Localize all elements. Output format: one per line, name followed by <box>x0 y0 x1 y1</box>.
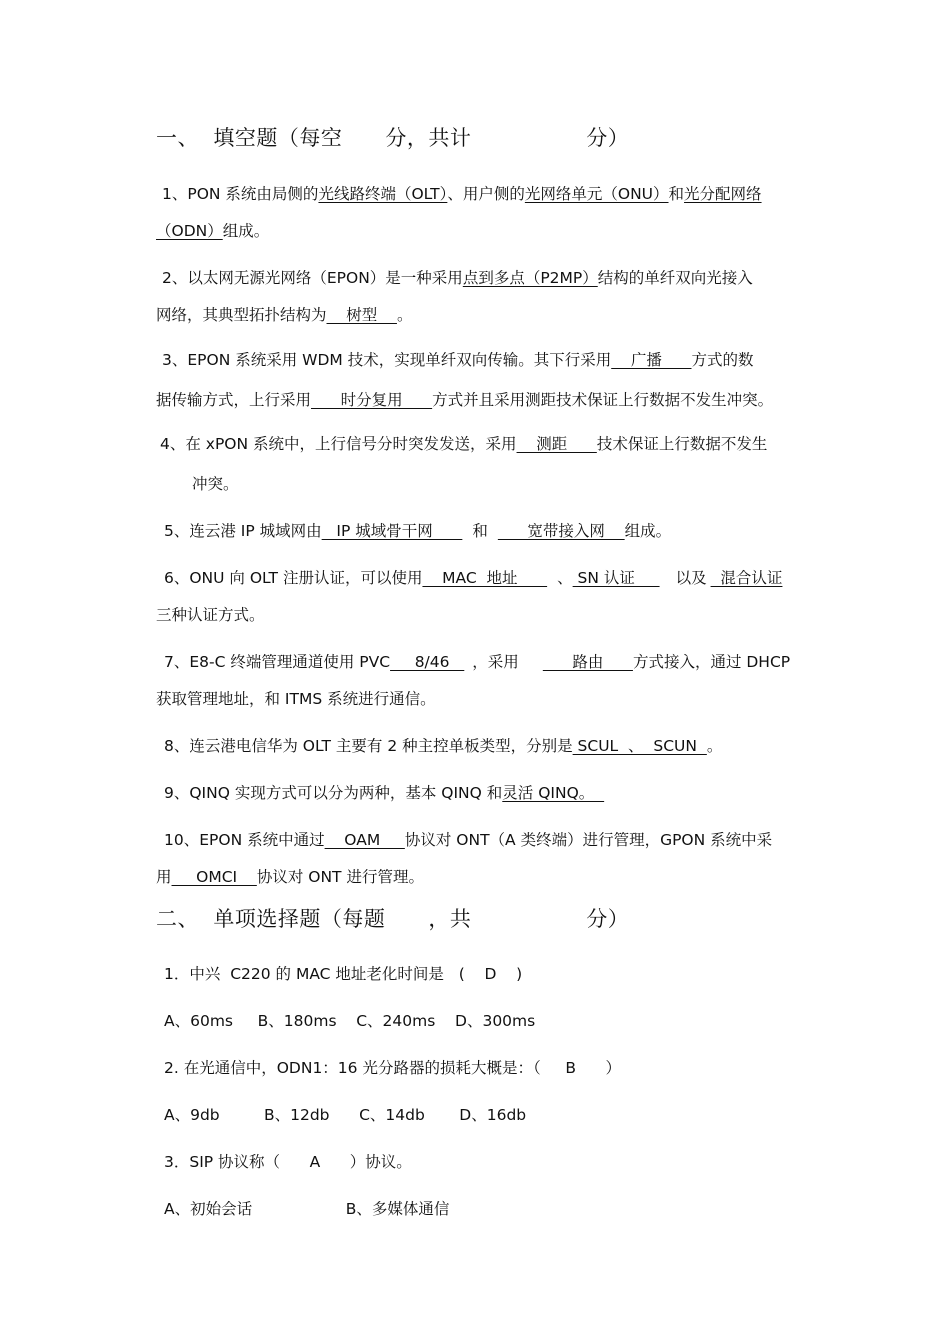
mc-q2-options: A、9db B、12db C、14db D、16db <box>164 1106 527 1124</box>
q10-text: 10、EPON 系统中通过 <box>164 831 325 849</box>
q3-text: 据传输方式，上行采用 <box>156 391 312 409</box>
q8-text: 。 <box>706 737 723 755</box>
q5-text: 组成。 <box>624 522 672 540</box>
q6-text: 以及 <box>675 569 707 587</box>
q6-text: 6、ONU 向 OLT 注册认证，可以使用 <box>164 569 423 587</box>
q8-answer-boards: SCUL 、 SCUN <box>572 737 707 755</box>
q7-text: ，采用 <box>472 653 519 671</box>
q3-answer-broadcast: 广播 <box>611 351 692 369</box>
q2-text: 。 <box>396 306 413 324</box>
q4-text: 冲突。 <box>192 475 239 493</box>
q3-answer-tdm: 时分复用 <box>311 391 433 409</box>
q10-text: 用 <box>156 868 172 886</box>
q4-text: 4、在 xPON 系统中，上行信号分时突发发送，采用 <box>160 435 517 453</box>
q1-answer-odn: 光分配网络 <box>684 185 762 203</box>
q1-answer-odn-cont: （ODN） <box>156 222 223 240</box>
q5-answer-access: 宽带接入网 <box>497 522 625 540</box>
q7-line2 <box>156 689 436 709</box>
q9-text: 9、QINQ 实现方式可以分为两种，基本 QINQ 和 <box>164 784 503 802</box>
section2-heading: 二、 单项选择题（每题 ，共 分） <box>156 907 630 931</box>
q10-answer-omci: OMCI <box>171 868 257 886</box>
q1-text: 组成。 <box>222 222 270 240</box>
q10-answer-oam: OAM <box>324 831 405 849</box>
mc-q1-stem: 1．中兴 C220 的 MAC 地址老化时间是 ( D ) <box>164 965 523 983</box>
q2-answer-p2mp: 点到多点（P2MP） <box>462 269 598 287</box>
q8-text: 8、连云港电信华为 OLT 主要有 2 种主控单板类型，分别是 <box>164 737 573 755</box>
mc-q3-stem: 3．SIP 协议称（ A ）协议。 <box>164 1153 412 1171</box>
section1-heading: 一、 填空题（每空 分，共计 分） <box>156 126 630 150</box>
q2-text: 结构的单纤双向光接入 <box>597 269 753 287</box>
q5-answer-backbone: IP 城域骨干网 <box>321 522 463 540</box>
q1-text: 1、PON 系统由局侧的 <box>162 185 319 203</box>
q10-text: 协议对 ONT 进行管理。 <box>256 868 424 886</box>
q6-line1 <box>164 568 782 588</box>
q7-line1 <box>164 652 790 672</box>
q2-text: 2、以太网无源光网络（EPON）是一种采用 <box>162 269 463 287</box>
q6-answer-hybrid: 混合认证 <box>710 569 783 587</box>
q6-answer-sn: SN 认证 <box>572 569 660 587</box>
q7-text: 7、E8-C 终端管理通道使用 PVC <box>164 653 391 671</box>
q3-line1 <box>162 350 754 370</box>
q7-answer-pvc: 8/46 <box>390 653 465 671</box>
q4-line2 <box>192 474 239 494</box>
q3-text: 方式并且采用测距技术保证上行数据不发生冲突。 <box>432 391 774 409</box>
q6-line2 <box>156 605 265 625</box>
q1-answer-onu: 光网络单元（ONU） <box>524 185 669 203</box>
q1-answer-olt: 光线路终端（OLT） <box>318 185 448 203</box>
mc-q2-stem: 2. 在光通信中，ODN1：16 光分路器的损耗大概是：（ B ） <box>164 1059 622 1077</box>
q6-text: 、 <box>557 569 573 587</box>
q10-text: 协议对 ONT（A 类终端）进行管理，GPON 系统中采 <box>404 831 773 849</box>
q1-text: 和 <box>668 185 685 203</box>
q1-line1 <box>162 184 762 204</box>
q5-text: 和 <box>472 522 488 540</box>
q2-text: 网络，其典型拓扑结构为 <box>156 306 327 324</box>
mc-q3-options: A、初始会话 B、多媒体通信 <box>164 1200 450 1218</box>
q7-answer-route: 路由 <box>542 653 633 671</box>
q6-answer-mac: MAC 地址 <box>422 569 548 587</box>
q7-text: 方式接入，通过 DHCP <box>632 653 791 671</box>
q5-text: 5、连云港 IP 城域网由 <box>164 522 322 540</box>
q4-line1 <box>160 434 767 454</box>
q10-line1 <box>164 830 772 850</box>
mc-q1-options: A、60ms B、180ms C、240ms D、300ms <box>164 1012 536 1030</box>
q3-text: 3、EPON 系统采用 WDM 技术，实现单纤双向传输。其下行采用 <box>162 351 612 369</box>
q3-line2 <box>156 390 773 410</box>
q9-line <box>164 783 604 803</box>
q8-line <box>164 736 722 756</box>
q2-line2 <box>156 305 412 325</box>
q4-text: 技术保证上行数据不发生 <box>596 435 768 453</box>
q9-answer-flexible: 灵活 QINQ。 <box>502 784 605 802</box>
q1-text: 、用户侧的 <box>447 185 525 203</box>
q7-text: 获取管理地址，和 ITMS 系统进行通信。 <box>156 690 436 708</box>
q1-line2 <box>156 221 269 241</box>
q2-line1 <box>162 268 753 288</box>
q3-text: 方式的数 <box>691 351 754 369</box>
q10-line2 <box>156 867 424 887</box>
q6-text: 三种认证方式。 <box>156 606 265 624</box>
q4-answer-ranging: 测距 <box>516 435 597 453</box>
q5-line <box>164 521 671 541</box>
q2-answer-tree: 树型 <box>326 306 397 324</box>
